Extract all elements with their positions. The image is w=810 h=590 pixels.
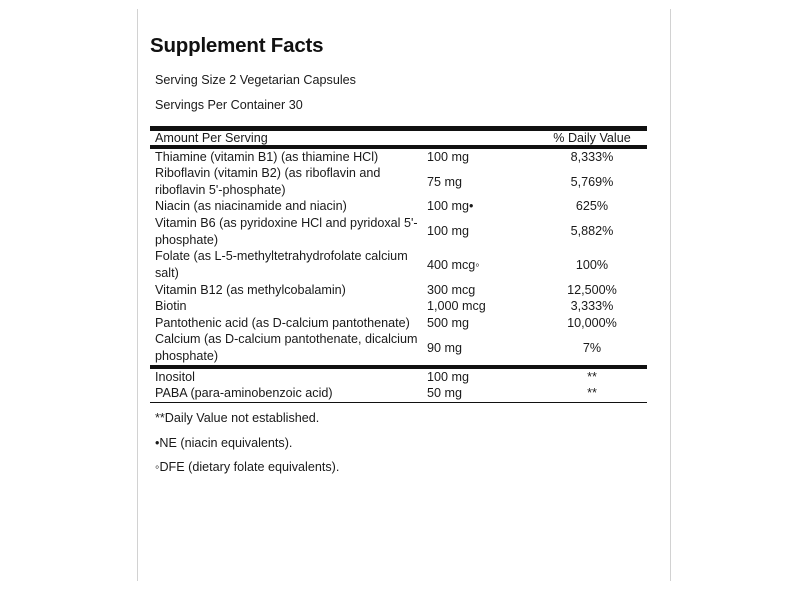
nutrient-amount: 90 mg	[427, 340, 463, 355]
nutrient-amount: 100 mg	[427, 369, 470, 384]
nutrient-amount: 100 mg	[427, 149, 470, 164]
nutrient-dv: 5,769%	[570, 174, 614, 189]
footnote-folate-equivalents: ◦DFE (dietary folate equivalents).	[155, 460, 340, 474]
nutrient-dv: 100%	[575, 257, 609, 272]
nutrient-name: Riboflavin (vitamin B2) (as riboflavin and riboflavin 5'-phosphate)	[155, 166, 381, 197]
table-header-row	[150, 131, 647, 145]
footnote-niacin-equivalents: •NE (niacin equivalents).	[155, 435, 293, 450]
nutrient-dv: 3,333%	[570, 299, 614, 314]
nutrient-name: Folate (as L-5-methyltetrahydrofolate calcium salt)	[155, 249, 408, 280]
footnote-daily-value: **Daily Value not established.	[155, 411, 320, 426]
nutrient-dv: 8,333%	[570, 149, 614, 164]
servings-per-container: Servings Per Container 30	[155, 98, 303, 113]
nutrient-name: Pantothenic acid (as D-calcium pantothenate)	[155, 315, 410, 330]
nutrient-dv: 10,000%	[567, 315, 617, 330]
nutrient-amount: 100 mg•	[427, 199, 474, 214]
nutrient-name: Niacin (as niacinamide and niacin)	[155, 199, 347, 214]
nutrient-name: Thiamine (vitamin B1) (as thiamine HCl)	[155, 149, 379, 164]
nutrient-rows	[150, 149, 647, 365]
nutrient-name: Biotin	[155, 299, 187, 314]
table-row	[150, 369, 647, 386]
nutrient-name: Vitamin B6 (as pyridoxine HCl and pyridoxal 5'-phosphate)	[155, 216, 418, 247]
header-amount-per-serving: Amount Per Serving	[155, 130, 268, 145]
nutrient-dv: 12,500%	[567, 282, 617, 297]
nutrient-amount: 50 mg	[427, 386, 463, 401]
page-title: Supplement Facts	[150, 34, 324, 57]
table-row	[150, 331, 647, 364]
nutrient-name: PABA (para-aminobenzoic acid)	[155, 386, 333, 401]
nutrient-dv: **	[587, 369, 597, 384]
table-row	[150, 385, 647, 402]
table-row	[150, 198, 647, 215]
table-row	[150, 215, 647, 248]
table-row	[150, 149, 647, 166]
serving-size: Serving Size 2 Vegetarian Capsules	[155, 72, 356, 87]
nutrient-name: Calcium (as D-calcium pantothenate, dicalcium phosphate)	[155, 332, 418, 363]
table-row	[150, 298, 647, 315]
table-row	[150, 165, 647, 198]
other-ingredient-rows	[150, 369, 647, 402]
header-daily-value: % Daily Value	[553, 130, 631, 145]
supplement-facts-inner	[150, 35, 647, 475]
table-row	[150, 248, 647, 281]
nutrient-dv: 7%	[582, 340, 602, 355]
nutrient-name: Inositol	[155, 369, 195, 384]
header-amount-spacer	[427, 131, 537, 145]
nutrient-dv: 625%	[575, 199, 609, 214]
nutrient-amount: 1,000 mcg	[427, 299, 486, 314]
nutrient-amount: 500 mg	[427, 315, 470, 330]
nutrient-name: Vitamin B12 (as methylcobalamin)	[155, 282, 346, 297]
nutrient-dv: **	[587, 386, 597, 401]
supplement-facts-panel	[137, 9, 671, 581]
table-row	[150, 282, 647, 299]
nutrient-dv: 5,882%	[570, 224, 614, 239]
nutrient-table	[150, 131, 647, 145]
nutrient-amount: 300 mcg	[427, 282, 476, 297]
nutrient-amount: 100 mg	[427, 224, 470, 239]
footnotes	[150, 403, 647, 475]
nutrient-amount: 400 mcg◦	[427, 257, 480, 272]
nutrient-amount: 75 mg	[427, 174, 463, 189]
table-row	[150, 315, 647, 332]
